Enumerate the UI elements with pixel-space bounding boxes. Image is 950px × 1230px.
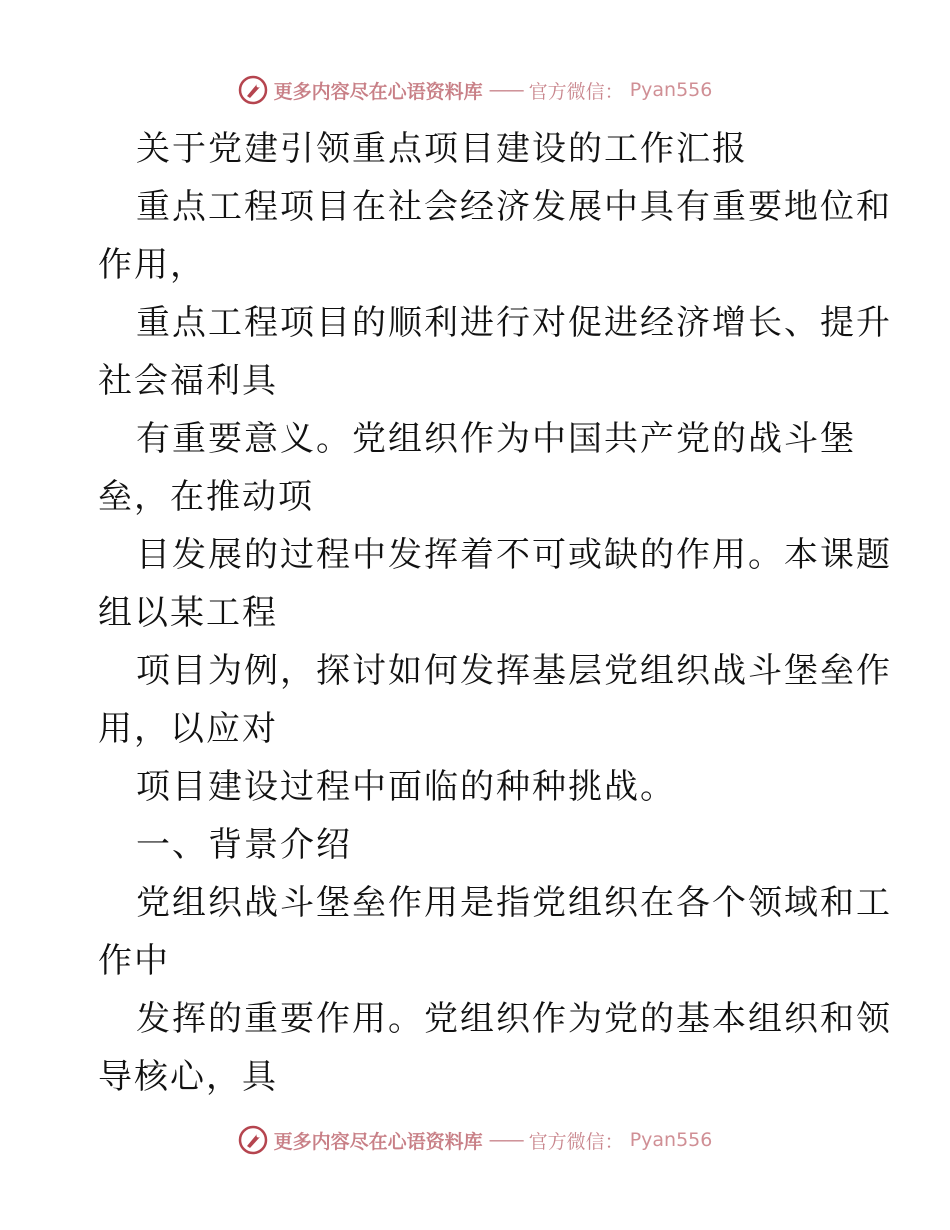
text-line: 重点工程项目的顺利进行对促进经济增长、提升 <box>136 303 892 343</box>
text-line: 重点工程项目在社会经济发展中具有重要地位和 <box>136 187 892 227</box>
header-watermark <box>0 70 950 110</box>
pen-logo-icon <box>238 1125 268 1155</box>
watermark-wechat-label: 官方微信： <box>528 1130 624 1153</box>
pen-logo-icon <box>238 75 268 105</box>
text-line: 党组织战斗堡垒作用是指党组织在各个领域和工 <box>136 883 892 923</box>
watermark-dash: —— <box>488 1129 523 1151</box>
text-line: 项目为例，探讨如何发挥基层党组织战斗堡垒作 <box>136 651 892 691</box>
text-line: 社会福利具 <box>98 361 278 401</box>
text-line: 导核心，具 <box>98 1057 278 1097</box>
watermark-wechat-id: Pyan556 <box>629 1129 713 1151</box>
text-line: 组以某工程 <box>98 593 278 633</box>
watermark-brand: 更多内容尽在心语资料库 <box>273 80 483 103</box>
watermark-wechat-id: Pyan556 <box>629 79 713 101</box>
text-line: 有重要意义。党组织作为中国共产党的战斗堡 <box>136 419 856 459</box>
footer-watermark <box>0 1120 950 1160</box>
watermark-brand: 更多内容尽在心语资料库 <box>273 1130 483 1153</box>
text-line: 垒，在推动项 <box>98 477 314 517</box>
watermark-wechat-label: 官方微信： <box>528 80 624 103</box>
text-line: 目发展的过程中发挥着不可或缺的作用。本课题 <box>136 535 892 575</box>
text-line: 用，以应对 <box>98 709 278 749</box>
section-heading: 一、背景介绍 <box>136 825 352 865</box>
watermark-dash: —— <box>488 79 523 101</box>
document-body <box>98 120 892 1106</box>
document-title: 关于党建引领重点项目建设的工作汇报 <box>136 129 748 169</box>
text-line: 发挥的重要作用。党组织作为党的基本组织和领 <box>136 999 892 1039</box>
text-line: 作用， <box>98 245 206 285</box>
text-line: 作中 <box>98 941 170 981</box>
text-line: 项目建设过程中面临的种种挑战。 <box>136 767 676 807</box>
